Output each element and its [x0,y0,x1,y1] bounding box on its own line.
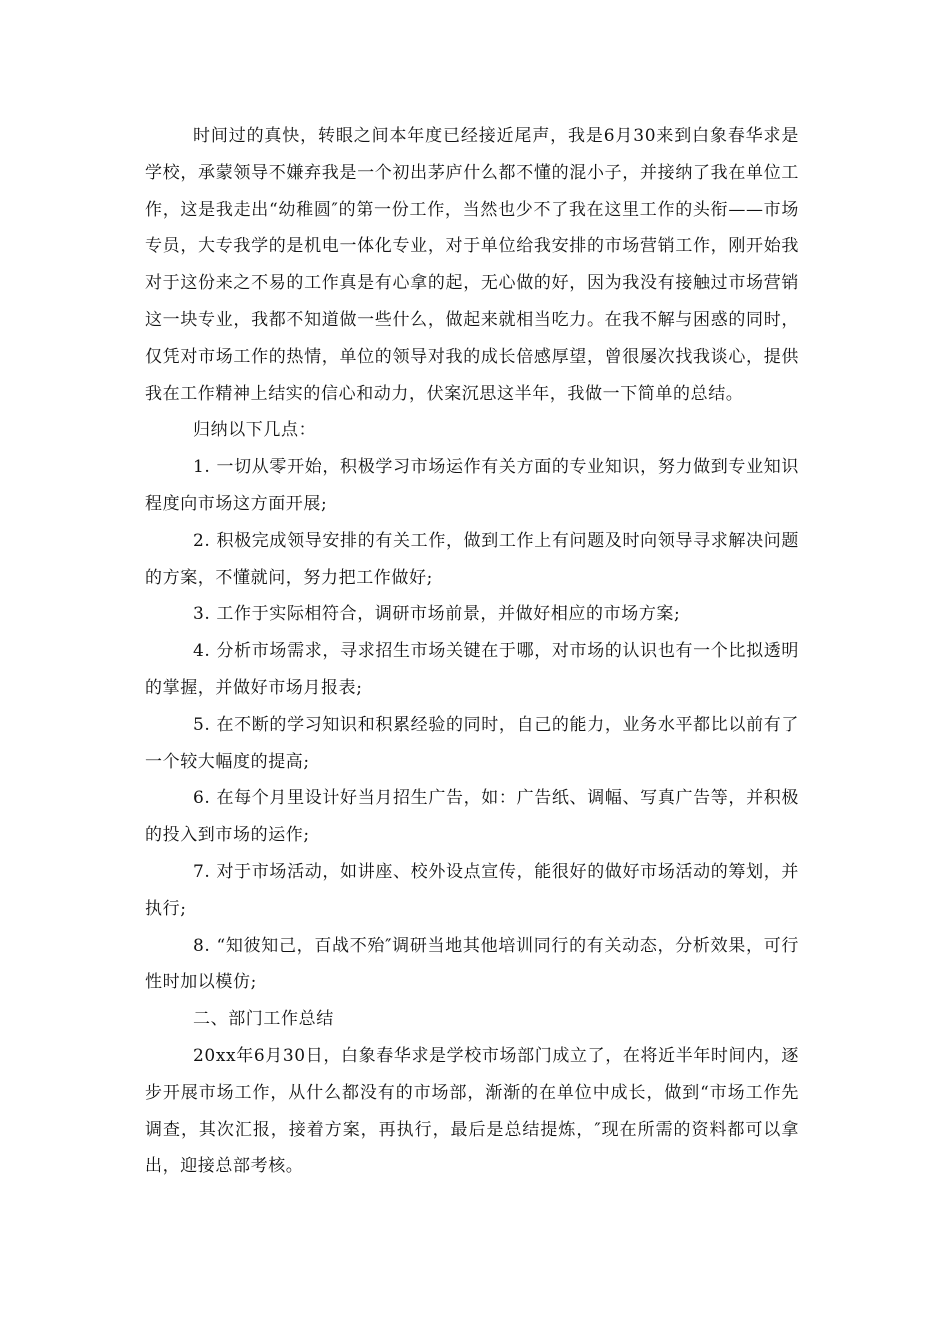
department-paragraph: 20xx年6月30日，白象春华求是学校市场部门成立了，在将近半年时间内，逐步开展市场工作，从什么都没有的市场部，渐渐的在单位中成长，做到“市场工作先调查，其次汇报，接着方案，再执行，最后是总结提炼，″现在所需的资料都可以拿出，迎接总部考核。 [145,1045,799,1177]
document-body [145,118,799,1185]
list-item-1: 1. 一切从零开始，积极学习市场运作有关方面的专业知识，努力做到专业知识程度向市场这方面开展; [145,457,799,514]
summary-heading: 归纳以下几点： [193,420,317,441]
intro-paragraph: 时间过的真快，转眼之间本年度已经接近尾声，我是6月30来到白象春华求是学校，承蒙领导不嫌弃我是一个初出茅庐什么都不懂的混小子，并接纳了我在单位工作，这是我走出“幼稚圆″的第一份工作，当然也少不了我在这里工作的头衔——市场专员，大专我学的是机电一体化专业，对于单位给我安排的市场营销工作，刚开始我对于这份来之不易的工作真是有心拿的起，无心做的好，因为我没有接触过市场营销这一块专业，我都不知道做一些什么，做起来就相当吃力。在我不解与困惑的同时，仅凭对市场工作的热情，单位的领导对我的成长倍感厚望，曾很屡次找我谈心，提供我在工作精神上结实的信心和动力，伏案沉思这半年，我做一下简单的总结。 [145,126,799,404]
list-item-5: 5. 在不断的学习知识和积累经验的同时，自己的能力，业务水平都比以前有了一个较大幅度的提高; [145,714,799,772]
list-item-2: 2. 积极完成领导安排的有关工作，做到工作上有问题及时向领导寻求解决问题的方案，不懂就问，努力把工作做好; [145,530,799,588]
list-item-8: 8. “知彼知己，百战不殆″调研当地其他培训同行的有关动态，分析效果，可行性时加以模仿; [145,935,799,993]
list-item-6: 6. 在每个月里设计好当月招生广告，如：广告纸、调幅、写真广告等，并积极的投入到市场的运作; [145,788,799,846]
list-item-7: 7. 对于市场活动，如讲座、校外设点宣传，能很好的做好市场活动的筹划，并执行; [145,861,799,919]
list-item-3: 3. 工作于实际相符合，调研市场前景，并做好相应的市场方案; [193,604,681,625]
section-heading-department: 二、部门工作总结 [193,1009,334,1030]
list-item-4: 4. 分析市场需求，寻求招生市场关键在于哪，对市场的认识也有一个比拟透明的掌握，并做好市场月报表; [145,641,799,698]
